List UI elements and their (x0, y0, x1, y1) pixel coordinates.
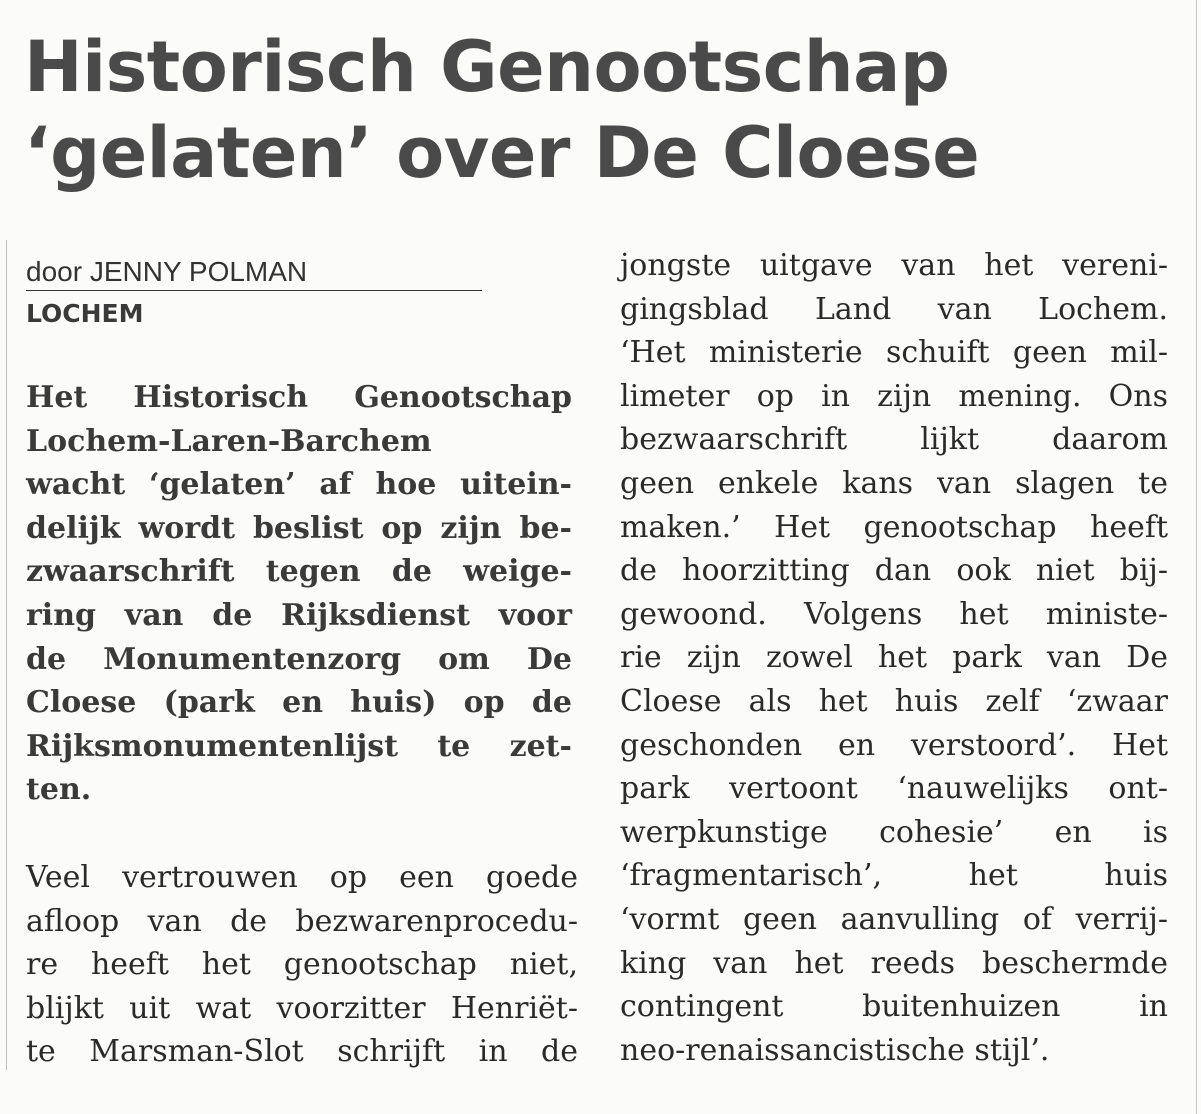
text-line: geschonden en verstoord’. Het (620, 727, 1168, 763)
text-line: wacht ‘gelaten’ af hoe uitein- (26, 467, 572, 503)
text-line: re heeft het genootschap niet, (26, 947, 578, 983)
text-line: ring van de Rijksdienst voor (26, 597, 572, 633)
body-paragraph-column-2 (620, 244, 1168, 1072)
text-line: Cloese (park en huis) op de (26, 685, 572, 721)
text-line: de Monumentenzorg om De (26, 641, 572, 677)
text-line: Veel vertrouwen op een goede (26, 860, 578, 895)
text-line: geen enkele kans van slagen te (620, 465, 1168, 501)
text-line: ‘vormt geen aanvulling of verrij- (620, 901, 1168, 937)
text-line: neo-renaissancistische stijl’. (620, 1032, 1050, 1068)
text-line: werpkunstige cohesie’ en is (620, 814, 1168, 850)
right-edge-rule (1196, 0, 1197, 1114)
headline-line: Historisch Genootschap (24, 26, 950, 108)
text-line: gingsblad Land van Lochem. (620, 291, 1168, 327)
text-line: blijkt uit wat voorzitter Henriët- (26, 990, 578, 1026)
text-line: ten. (26, 772, 92, 808)
headline (24, 24, 1174, 196)
headline-line: ‘gelaten’ over De Cloese (24, 112, 980, 194)
text-line: Het Historisch Genootschap (26, 380, 572, 415)
text-line: king van het reeds beschermde (620, 945, 1168, 981)
text-line: contingent buitenhuizen in (620, 989, 1168, 1025)
text-line: afloop van de bezwarenprocedu- (26, 903, 578, 939)
text-line: limeter op in zijn mening. Ons (620, 378, 1168, 414)
text-line: Cloese als het huis zelf ‘zwaar (620, 683, 1168, 719)
text-line: ‘fragmentarisch’, het huis (620, 858, 1168, 894)
text-line: park vertoont ‘nauwelijks ont- (620, 771, 1168, 807)
text-line: delijk wordt beslist op zijn be- (26, 510, 572, 546)
text-line: de hoorzitting dan ook niet bij- (620, 553, 1168, 589)
text-line: Lochem-Laren-Barchem (26, 423, 432, 459)
text-line: Rijksmonumentenlijst te zet- (26, 728, 572, 764)
text-line: maken.’ Het genootschap heeft (620, 509, 1168, 545)
text-line: zwaarschrift tegen de weige- (26, 554, 572, 590)
left-column-rule (6, 240, 7, 1070)
text-line: jongste uitgave van het vereni- (620, 248, 1168, 283)
text-line: bezwaarschrift lijkt daarom (620, 422, 1168, 458)
text-line: rie zijn zowel het park van De (620, 640, 1168, 676)
dateline: LOCHEM (26, 299, 144, 328)
text-line: te Marsman-Slot schrijft in de (26, 1034, 578, 1070)
text-line: gewoond. Volgens het ministe- (620, 596, 1168, 632)
text-line: ‘Het ministerie schuift geen mil- (620, 335, 1168, 371)
body-paragraph-column-1 (26, 856, 578, 1074)
byline: door JENNY POLMAN (26, 254, 482, 291)
lead-paragraph (26, 376, 572, 812)
